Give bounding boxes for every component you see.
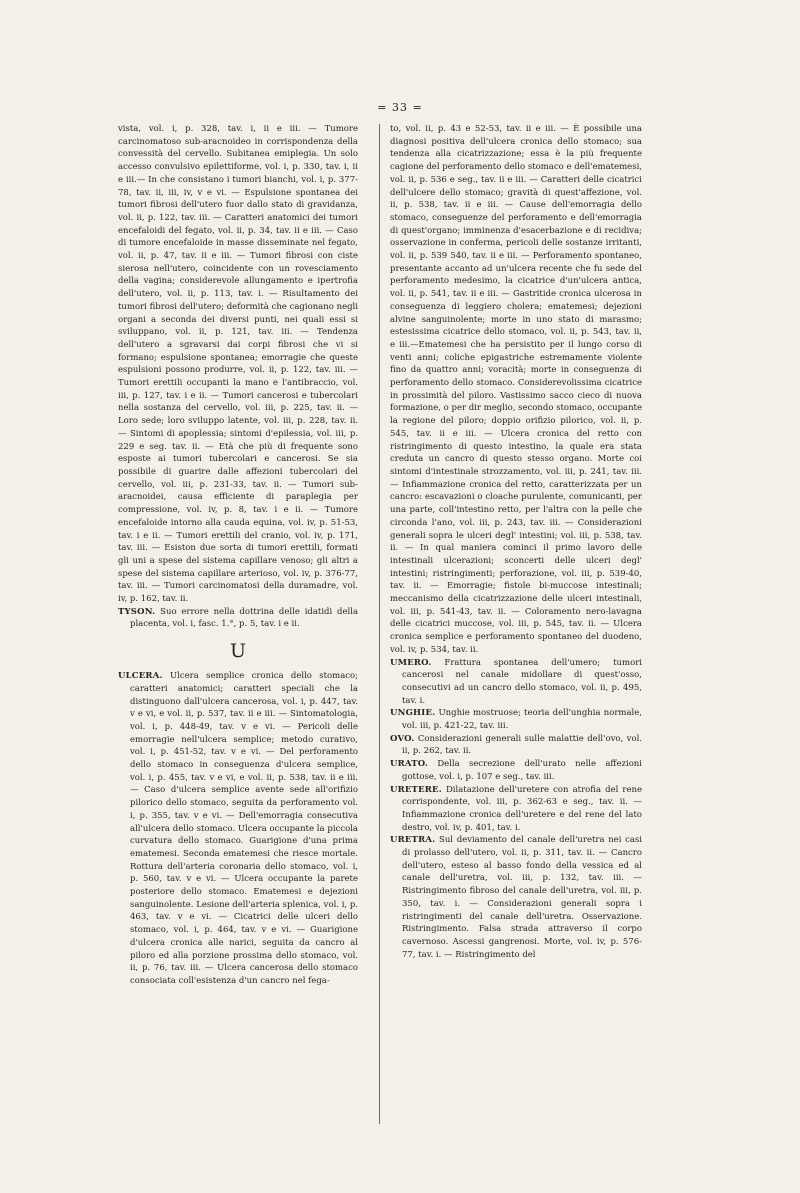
entry-text: Ulcera semplice cronica dello stomaco; caratteri anatomici; caratteri speciali che la distinguono dall'ulcera cancerosa, vol. i, p. 447, tav. v e vi, e vol. ii, p. 537, tav. ii e iii. — Sintomatologia, vol. i, p. 448-49, tav. v e vi. — Pericoli delle emorragie nell'ulcera semplice; metodo curativo, vol. i, p. 451-52, tav. v e vi. — Del perforamento dello stomaco in conseguenza d'ulcera semplice, vol. i, p. 455, tav. v e vi, e vol. ii, p. 538, tav. ii e iii. — Caso d'ulcera semplice avente sede all'orifizio pilorico dello stomaco, seguita da perforamento vol. i, p. 355, tav. v e vi. — Dell'emorragia consecutiva all'ulcera dello stomaco. Ulcera occupante la piccola curvatura dello stomaco. Guarigione d'una prima ematemesi. Seconda ematemesi che riesce mortale. Rottura dell'arteria coronaria dello stomaco, vol. i, p. 560, tav. v e vi. — Ulcera occupante la parete posteriore dello stomaco. Ematemesi e dejezioni sanguinolente. Lesione dell'arteria splenica, vol. i, p. 463, tav. v e vi. — Cicatrici delle ulceri dello stomaco, vol. i, p. 464, tav. v e vi. — Guarigione d'ulcera cronica alle narici, seguita da cancro al piloro ed alla porzione prossima dello stomaco, vol. ii, p. 76, tav. iii. — Ulcera cancerosa dello stomaco consociata coll'esistenza d'un cancro nel fega- <box>130 671 358 986</box>
entry-heading: URETERE. <box>390 784 442 795</box>
entry-heading: UMERO. <box>390 657 432 668</box>
column-divider <box>379 124 380 1124</box>
left-column <box>118 123 358 988</box>
entry-heading: ULCERA. <box>118 671 163 682</box>
entry-ovo <box>390 733 642 758</box>
entry-ulcera-continued: to, vol. ii, p. 43 e 52-53, tav. ii e iii. — È possibile una diagnosi positiva dell'ulcera cronica dello stomaco; sua tendenza alla cicatrizzazione; essa è la più frequente cagione del perforamento dello stomaco e dell'ematemesi, vol. ii, p. 536 e seg., tav. ii e iii. — Caratteri delle cicatrici dell'ulcere dello stomaco; gravità di quest'affezione, vol. ii, p. 538, tav. ii e iii. — Cause dell'emorragia dello stomaco, conseguenze del perforamento e dell'emorragia di quest'organo; imminenza d'esacerbazione e di recidiva; osservazione in conferma, pericoli delle sostanze irritanti, vol. ii, p. 539 540, tav. ii e iii. — Perforamento spontaneo, presentante accanto ad un'ulcera recente che fu sede del perforamento medesimo, la cicatrice d'un'ulcera antica, vol. ii, p. 541, tav. ii e iii. — Gastritide cronica ulcerosa in conseguenza di leggiero cholera; ematemesi; dejezioni alvine sanguinolente; morte in uno stato di marasmo; estesissima cicatrice dello stomaco, vol. ii, p. 543, tav. ii, e iii.—Ematemesi che ha persistito per il lungo corso di venti anni; coliche epigastriche estremamente violente fino da quattro anni; voracità; morte in conseguenza di perforamento dello stomaco. Considerevolissima cicatrice in prossimità del piloro. Vastissimo sacco cieco di nuova formazione, o per dir meglio, secondo stomaco, occupante la regione del piloro; doppio orifizio pilorico, vol. ii, p. 545, tav. ii e iii. — Ulcera cronica del retto con ristringimento di questo intestino, la quale era stata creduta un cancro di questo stesso organo. Morte coi sintomi d'intestinale strozzamento, vol. iii, p. 241, tav. iii. — Infiammazione cronica del retto, caratterizzata per un cancro: escavazioni o cloache purulente, comunicanti, per una parte, coll'intestino retto, per l'altra con la pelle che circonda l'ano, vol. iii, p. 243, tav. iii. — Considerazioni generali sopra le ulceri degl' intestini; vol. iii, p. 538, tav. ii. — In qual maniera cominci il primo lavoro delle intestinali ulcerazioni; sconcerti delle ulceri degl' intestini; ristringimenti; perforazione, vol. iii, p. 539-40, tav. ii. — Emorragie; fistole bi-muccose intestinali; meccanismo della cicatrizzazione delle ulceri intestinali, vol. iii, p. 541-43, tav. ii. — Coloramento nero-lavagna delle cicatrici muccose, vol. iii, p. 545, tav. ii. — Ulcera cronica semplice e perforamento spontaneo del duodeno, vol. iv, p. 534, tav. ii. <box>390 124 642 655</box>
entry-heading: OVO. <box>390 733 415 744</box>
entry-heading: TYSON. <box>118 606 156 617</box>
entry-uretere <box>390 784 642 835</box>
entry-heading: UNGHIE. <box>390 708 436 719</box>
section-letter: U <box>229 640 246 663</box>
entry-ulcera <box>118 670 358 988</box>
entry-umero <box>390 657 642 708</box>
entry-text: Sul deviamento del canale dell'uretra nei casi di prolasso dell'utero, vol. ii, p. 311, tav. ii. — Cancro dell'utero, esteso al basso fondo della vessica ed al canale dell'uretra, vol. iii, p. 132, tav. iii. — Ristringimento fibroso del canale dell'uretra, vol. iii, p. 350, tav. i. — Considerazioni generali sopra i ristringimenti del canale dell'uretra. Osservazione. Ristringimento. Falsa strada attraverso il corpo cavernoso. Ascessi gangrenosi. Morte, vol. iv, p. 576-77, tav. i. — Ristringimento del <box>402 835 643 960</box>
entry-unghie <box>390 707 642 732</box>
entry-tumori-continued: vista, vol. i, p. 328, tav. i, ii e iii. — Tumore carcinomatoso sub-aracnoideo in corrispondenza della convessità del cervello. Subitanea emiplegia. Un solo accesso convulsivo epilettiforme, vol. i, p. 330, tav. i, ii e iii.— In che consistano i tumori bianchi, vol. i, p. 377-78, tav. ii, iii, iv, v e vi. — Espulsione spontanea dei tumori fibrosi dell'utero fuor dallo stato di gravidanza, vol. ii, p. 122, tav. iii. — Caratteri anatomici dei tumori encefaloidi del fegato, vol. ii, p. 34, tav. ii e iii. — Caso di tumore encefaloide in masse disseminate nel fegato, vol. ii, p. 47, tav. ii e iii. — Tumori fibrosi con ciste sierosa nell'utero, coincidente con un rovesciamento della vagina; considerevole allungamento e ipertrofia dell'utero, vol. ii, p. 113, tav. i. — Risultamento dei tumori fibrosi dell'utero; deformità che cagionano negli organi a seconda dei diversi punti, nei quali essi si sviluppano, vol. ii, p. 121, tav. iii. — Tendenza dell'utero a sgravarsi dai corpi fibrosi che vi si formano; espulsione spontanea; emorragie che queste espulsioni possono produrre, vol. ii, p. 122, tav. iii. — Tumori erettili occupanti la mano e l'antibraccio, vol. iii, p. 127, tav. i e ii. — Tumori cancerosi e tubercolari nella sostanza del cervello, vol. iii, p. 225, tav. ii. — Loro sede; loro sviluppo latente, vol. iii, p. 228, tav. ii. — Sintomi di apoplessia; sintomi d'epilessia, vol. iii, p. 229 e seg. tav. ii. — Età che più di frequente sono esposte ai tumori tubercolari e cancerosi. Se sia possibile di guarire dalle affezioni tubercolari del cervello, vol. iii, p. 231-33, tav. ii. — Tumori sub-aracnoidei, causa efficiente di paraplegia per compressione, vol. iv, p. 8, tav. i e ii. — Tumore encefaloide intorno alla cauda equina, vol. iv, p. 51-53, tav. i e ii. — Tumori erettili del cranio, vol. iv, p. 171, tav. iii. — Esiston due sorta di tumori erettili, formati gli uni a spese del sistema capillare venoso; gli altri a spese del sistema capillare arterioso, vol. iv, p. 376-77, tav. iii. — Tumori carcinomatosi della duramadre, vol. iv, p. 162, tav. ii. <box>118 124 358 605</box>
page-number: = 33 = <box>377 101 423 114</box>
entry-text: Della secrezione dell'urato nelle affezioni gottose, vol. i, p. 107 e seg., tav. iii. <box>402 759 643 782</box>
entry-text: Unghie mostruose; teoria dell'unghia normale, vol. iii, p. 421-22, tav. iii. <box>402 708 642 732</box>
entry-tyson <box>118 606 358 631</box>
entry-urato <box>390 758 642 783</box>
right-column <box>390 123 642 961</box>
entry-text: Suo errore nella dottrina delle idatidi della placenta, vol. i, fasc. 1.°, p. 5, tav. i e ii. <box>130 606 359 630</box>
entry-text: Dilatazione dell'uretere con atrofia del rene corrispondente, vol. iii, p. 362-63 e seg., tav. ii. — Infiammazione cronica dell'uretere e del rene del lato destro, vol. iv, p. 401, tav. i. <box>402 784 643 833</box>
entry-text: Considerazioni generali sulle malattie dell'ovo, vol. ii, p. 262, tav. ii. <box>402 733 642 757</box>
entry-uretra <box>390 834 642 961</box>
entry-text: Frattura spontanea dell'umero; tumori cancerosi nel canale midollare di quest'osso, consecutivi ad un cancro dello stomaco, vol. ii, p. 495, tav. i. <box>402 657 642 706</box>
entry-heading: URATO. <box>390 759 428 770</box>
entry-heading: URETRA. <box>390 835 436 846</box>
